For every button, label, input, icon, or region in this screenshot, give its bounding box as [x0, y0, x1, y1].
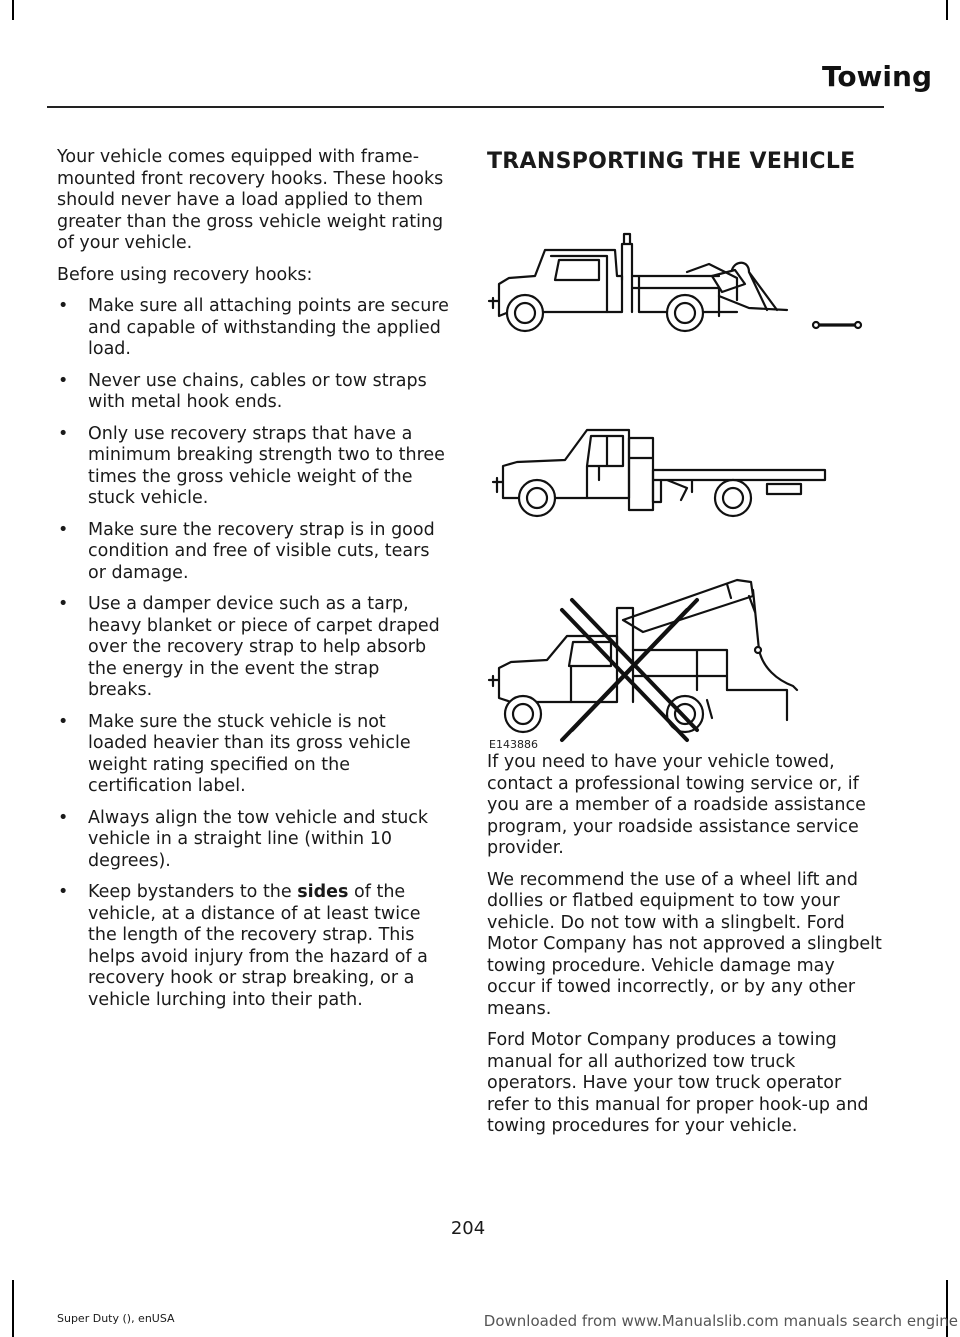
towing-figure — [487, 180, 882, 750]
intro-paragraph: Your vehicle comes equipped with frame-mounted front recovery hooks. These hooks should never have a load applied to them greater than the gross vehicle weight rating of your vehicle. — [57, 147, 444, 253]
flatbed-tow-truck-illustration — [493, 430, 825, 516]
list-item-text: Make sure all attaching points are secure and capable of withstanding the applied load. — [88, 296, 449, 359]
page-title: Towing — [821, 60, 932, 93]
bullet-icon: • — [58, 711, 69, 732]
crop-mark-top-left — [12, 0, 14, 20]
right-column — [487, 147, 882, 1148]
slingbelt-tow-truck-crossed-illustration — [489, 580, 797, 740]
list-item — [57, 520, 449, 585]
list-item — [57, 712, 449, 798]
crop-mark-top-right — [946, 0, 948, 20]
list-item — [57, 371, 449, 414]
list-item — [57, 594, 449, 702]
towing-paragraph-2: We recommend the use of a wheel lift and dollies or flatbed equipment to tow your vehicle. Do not tow with a slingbelt. Ford Motor Company has not approved a slingbelt towing procedure. Vehicle damage may occur if towed incorrectly, or by any other means. — [487, 869, 882, 1019]
list-item — [57, 424, 449, 510]
bullet-icon: • — [58, 594, 69, 614]
bullet-icon: • — [58, 882, 69, 902]
towing-paragraph-1: If you need to have your vehicle towed, contact a professional towing service or, if you are a member of a roadside assistance program, your roadside assistance service provider. — [487, 752, 866, 858]
recovery-hook-list — [57, 296, 449, 1011]
wheel-lift-tow-truck-illustration — [489, 234, 861, 331]
list-item — [57, 882, 449, 1011]
bullet-icon: • — [58, 296, 69, 316]
list-item-text: Make sure the recovery strap is in good condition and free of visible cuts, tears or damage. — [88, 519, 435, 583]
section-heading: TRANSPORTING THE VEHICLE — [487, 149, 856, 174]
list-item-text: Never use chains, cables or tow straps with metal hook ends. — [88, 370, 427, 412]
left-column — [57, 147, 449, 1021]
list-item-text: Always align the tow vehicle and stuck vehicle in a straight line (within 10 degrees). — [88, 807, 429, 871]
list-item-text: Use a damper device such as a tarp, heavy blanket or piece of carpet draped over the recovery strap to help absorb the energy in the event the strap breaks. — [88, 594, 440, 700]
before-using-paragraph: Before using recovery hooks: — [57, 264, 313, 285]
list-item-text: Only use recovery straps that have a minimum breaking strength two to three times the gross vehicle weight of the stuck vehicle. — [88, 423, 445, 508]
list-item-text: Make sure the stuck vehicle is not loaded heavier than its gross vehicle weight rating specified on the certification label. — [88, 711, 411, 796]
towing-paragraph-3: Ford Motor Company produces a towing manual for all authorized tow truck operators. Have your tow truck operator refer to this manual for proper hook-up and towing procedures for your vehicle. — [487, 1030, 869, 1136]
list-item-text: Keep bystanders to the sides of the vehicle, at a distance of at least twice the length of the recovery strap. This helps avoid injury from the hazard of a recovery hook or strap breaking, or a vehicle lurching into their path. — [88, 882, 428, 1010]
bullet-icon: • — [58, 519, 69, 540]
bullet-icon: • — [58, 423, 69, 444]
bullet-icon: • — [58, 807, 69, 828]
page-number: 204 — [450, 1218, 486, 1239]
watermark-text: Downloaded from www.Manualslib.com manuals search engine — [483, 1312, 958, 1330]
list-item — [57, 296, 449, 361]
header-divider — [47, 106, 884, 108]
document-info: Super Duty (), enUSA — [57, 1312, 175, 1325]
figure-code: E143886 — [489, 738, 538, 751]
list-item — [57, 808, 449, 873]
bullet-icon: • — [58, 370, 69, 391]
emphasis-sides: sides — [297, 882, 349, 902]
